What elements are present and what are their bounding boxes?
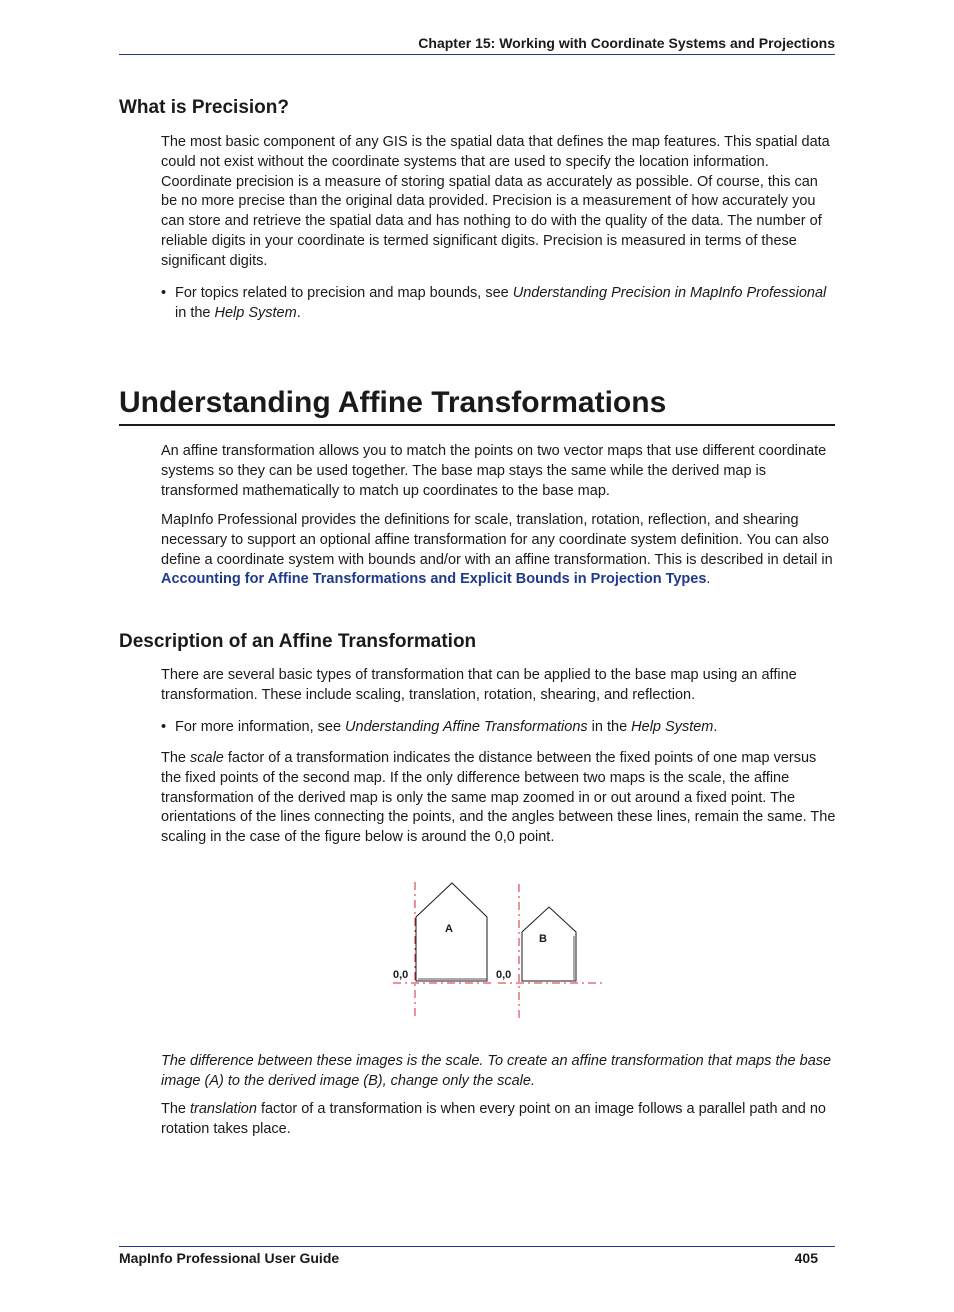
footer-guide-title: MapInfo Professional User Guide — [119, 1250, 340, 1266]
bullet-text: For more information, see — [175, 719, 346, 735]
scale-figure — [388, 876, 608, 1021]
affine-paragraph-2 — [161, 511, 837, 590]
scale-paragraph-text: The — [161, 750, 191, 766]
bullet-topic: Understanding Precision in MapInfo Professional — [512, 285, 827, 301]
description-bullet — [161, 718, 837, 738]
bullet-text-end: . — [713, 719, 718, 735]
origin-label-a: 0,0 — [393, 969, 409, 981]
translation-term: translation — [190, 1101, 257, 1117]
header-rule — [119, 54, 835, 55]
affine-paragraph-1: An affine transformation allows you to match the points on two vector maps that use different coordinate systems so they can be used together. The base map stays the same while the derived map is transformed mathematically to match up coordinates to the base map. — [161, 443, 827, 499]
label-b: B — [539, 933, 547, 945]
description-paragraph-1: There are several basic types of transformation that can be applied to the base map using an affine transformation. These include scaling, translation, rotation, shearing, and reflection. — [161, 667, 797, 703]
bullet-help-system: Help System — [631, 719, 714, 735]
label-a: A — [445, 923, 453, 935]
precision-paragraph: The most basic component of any GIS is the spatial data that defines the map features. This spatial data could not exist without the coordinate systems that are used to specify the location information. Coordinate precision is a measure of storing spatial data as accurately as possible. Of course, this can be no more precise than the original data provided. Precision is a measurement of how accurately you can store and retrieve the spatial data and has nothing to do with the quality of the data. The number of reliable digits in your coordinate is termed significant digits. Precision is measured in terms of these significant digits. — [161, 134, 830, 269]
bullet-help-system: Help System — [214, 304, 297, 321]
bullet-marker: • — [161, 285, 167, 301]
bullet-text-end: . — [296, 304, 301, 321]
figure-caption: The difference between these images is the scale. To create an affine transformation that maps the base image (A) to the derived image (B), change only the scale. — [161, 1053, 832, 1089]
section-heading-precision: What is Precision? — [119, 97, 289, 118]
bullet-text: For topics related to precision and map bounds, see — [175, 285, 513, 301]
running-header: Chapter 15: Working with Coordinate Systems and Projections — [418, 35, 835, 51]
chapter-section-title: Understanding Affine Transformations — [119, 384, 835, 426]
affine-paragraph-2-end: . — [706, 571, 711, 588]
bullet-text-mid: in the — [587, 719, 632, 735]
translation-paragraph-rest: factor of a transformation is when every point on an image follows a parallel path and no rotation takes place. — [161, 1101, 826, 1137]
footer-rule — [119, 1246, 835, 1247]
bullet-marker: • — [161, 719, 167, 735]
origin-label-b: 0,0 — [496, 969, 512, 981]
footer-page-number: 405 — [794, 1250, 818, 1266]
cross-reference-link[interactable]: Accounting for Affine Transformations and Explicit Bounds in Projection Types — [161, 571, 707, 588]
section-heading-description: Description of an Affine Transformation — [119, 631, 477, 652]
scale-paragraph-rest: factor of a transformation indicates the distance between the fixed points of one map versus the fixed points of the second map. If the only difference between two maps is the scale, the affine transformation of the derived map is only the same map zoomed in or out around a fixed point. The orientations of the lines connecting the points, and the angles between these lines, remain the same. The scaling in the case of the figure below is around the 0,0 point. — [161, 750, 836, 846]
house-shape-b — [522, 907, 576, 981]
bullet-topic: Understanding Affine Transformations — [345, 719, 588, 735]
bullet-text-mid: in the — [175, 304, 215, 321]
scale-paragraph — [161, 749, 837, 848]
precision-bullet — [161, 284, 837, 323]
affine-paragraph-2-text: MapInfo Professional provides the definitions for scale, translation, rotation, reflection, and shearing necessary to support an optional affine transformation for any coordinate system definition. You can also define a coordinate system with bounds and/or with an affine transformation. This is described in detail in — [161, 512, 833, 568]
translation-paragraph — [161, 1100, 837, 1140]
scale-term: scale — [190, 750, 224, 766]
translation-paragraph-text: The — [161, 1101, 191, 1117]
